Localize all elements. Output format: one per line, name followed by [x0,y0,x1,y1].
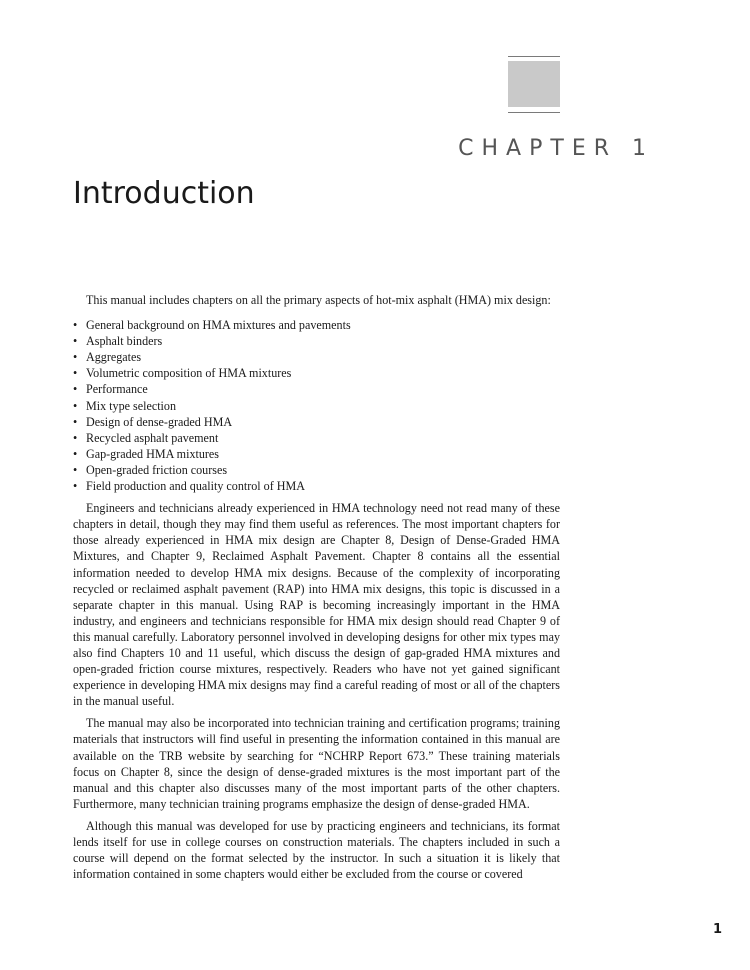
paragraph-college-courses: Although this manual was developed for use by practicing engineers and technicians, its format lends itself for use in college courses on construction materials. The chapters included in such a course will depend on the format selected by the instructor. In such a situation it is likely that information contained in some chapters would either be excluded from the course or covered [73,818,560,882]
list-item: • Mix type selection [73,398,560,414]
chapter-title: Introduction [73,176,255,211]
list-item: • Aggregates [73,349,560,365]
list-item: • Field production and quality control of HMA [73,478,560,494]
chapter-label: CHAPTER 1 [458,136,654,161]
chapter-marker-box [508,61,560,107]
list-item: • Performance [73,381,560,397]
list-item: • Asphalt binders [73,333,560,349]
list-item: • Design of dense-graded HMA [73,414,560,430]
page-number: 1 [712,922,722,937]
list-item: • Recycled asphalt pavement [73,430,560,446]
intro-paragraph: This manual includes chapters on all the primary aspects of hot-mix asphalt (HMA) mix design: [86,293,551,307]
chapter-rule-bottom [508,112,560,113]
list-item: • Open-graded friction courses [73,462,560,478]
paragraph-training: The manual may also be incorporated into technician training and certification programs; training materials that instructors will find useful in presenting the information contained in this manual are available on the TRB website by searching for “NCHRP Report 673.” These training materials focus on Chapter 8, since the design of dense-graded mixtures is the most important part of the manual and this chapter also discusses many of the most important parts of the other chapters. Furthermore, many technician training programs emphasize the design of dense-graded HMA. [73,716,560,811]
body-text [73,292,560,882]
list-item: • Gap-graded HMA mixtures [73,446,560,462]
topic-list [73,317,560,494]
list-item: • General background on HMA mixtures and pavements [73,317,560,333]
list-item: • Volumetric composition of HMA mixtures [73,365,560,381]
chapter-rule-top [508,56,560,57]
paragraph-experienced-readers: Engineers and technicians already experienced in HMA technology need not read many of these chapters in detail, though they may find them useful as references. The most important chapters for those already experienced in HMA mix design are Chapter 8, Design of Dense-Graded HMA Mixtures, and Chapter 9, Reclaimed Asphalt Pavement. Chapter 8 contains all the essential information needed to develop HMA mix designs. Because of the complexity of incorporating recycled or reclaimed asphalt pavement (RAP) into HMA mix designs, this topic is discussed in a separate chapter in this manual. Using RAP is becoming increasingly important in the HMA industry, and engineers and technicians responsible for HMA mix design should read Chapter 9 of this manual carefully. Laboratory personnel involved in developing designs for other mix types may also find Chapters 10 and 11 useful, which discuss the design of gap-graded HMA mixtures and open-graded friction course mixtures, respectively. Readers who have not yet gained significant experience in developing HMA mix designs may find a careful reading of most or all of the chapters in the manual useful. [73,501,560,709]
